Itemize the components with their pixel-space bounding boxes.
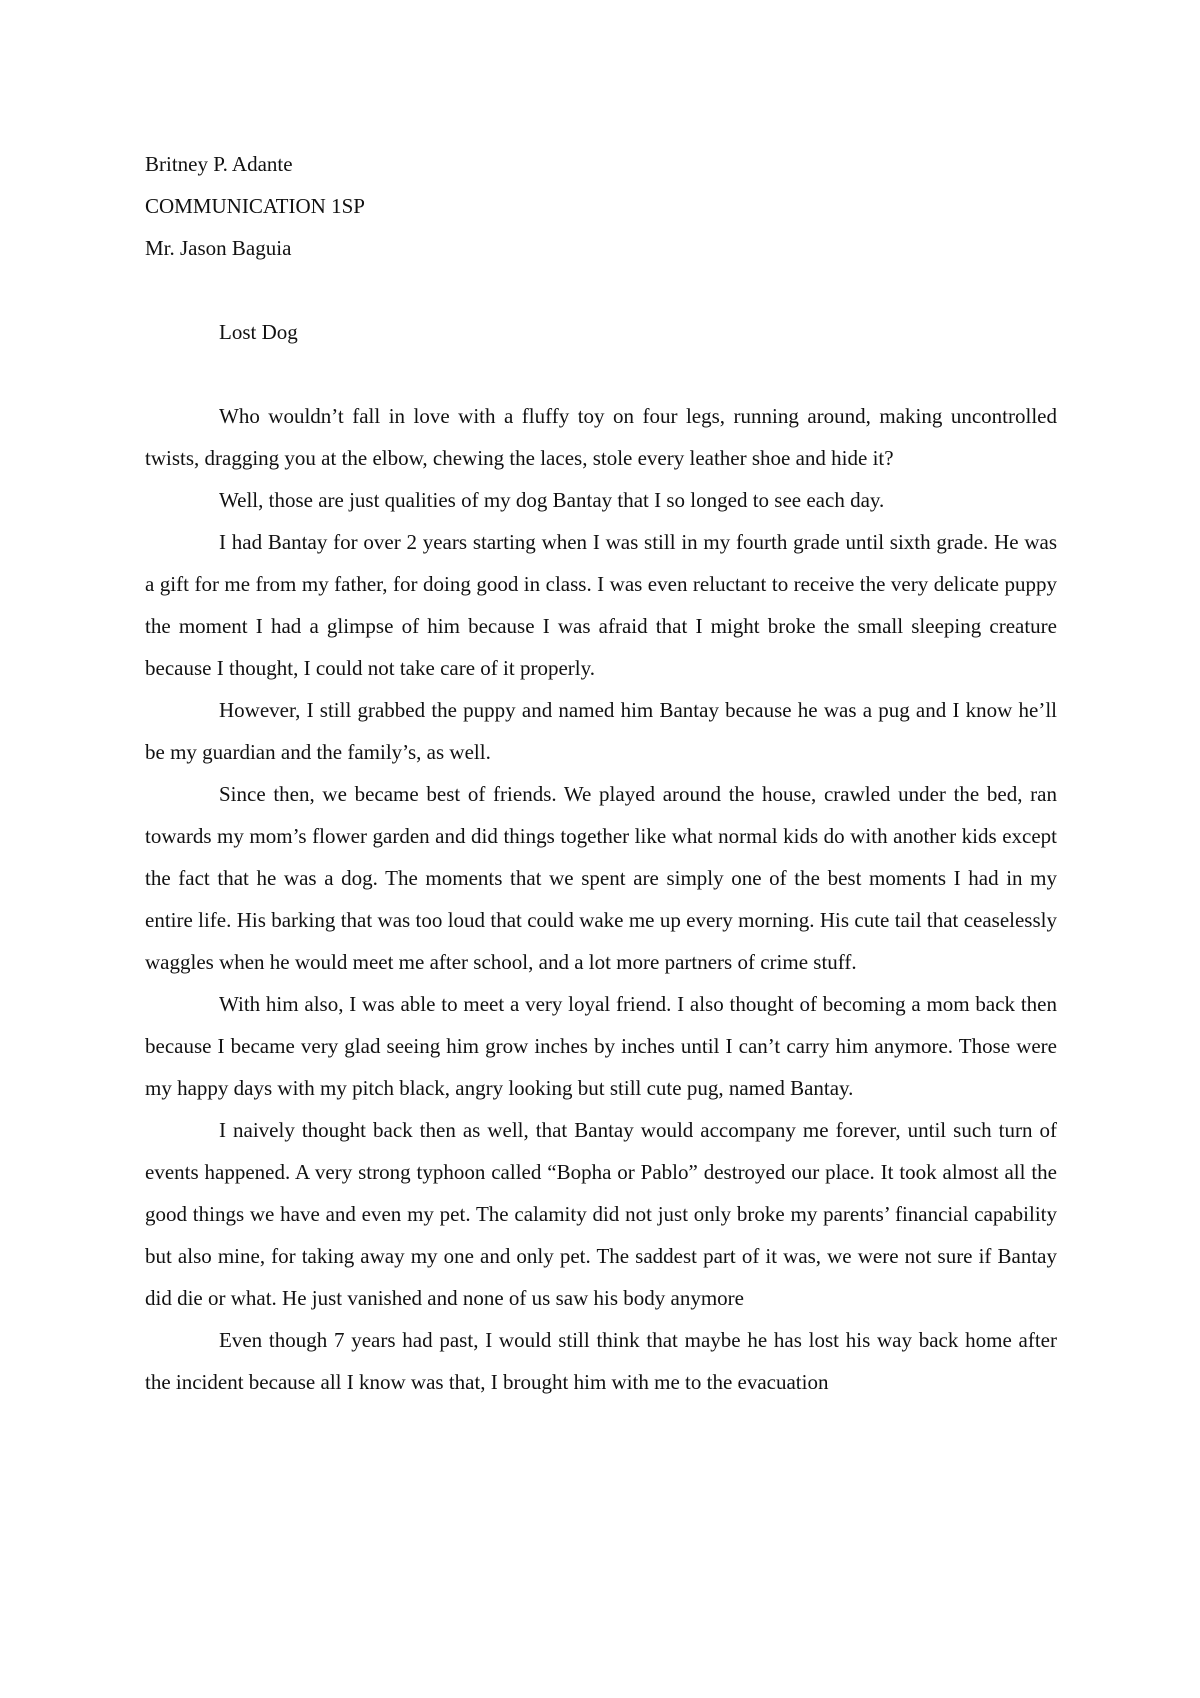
- title-spacer: [145, 353, 1057, 395]
- paragraph-8: Even though 7 years had past, I would still think that maybe he has lost his way back home after the incident because all I know was that, I brought him with me to the evacuation: [145, 1328, 1057, 1394]
- paragraph-2: Well, those are just qualities of my dog Bantay that I so longed to see each day.: [219, 488, 885, 512]
- paragraph-5: Since then, we became best of friends. We played around the house, crawled under the bed, ran towards my mom’s flower garden and did things together like what normal kids do with another kids except the fact that he was a dog. The moments that we spent are simply one of the best moments I had in my entire life. His barking that was too loud that could wake me up every morning. His cute tail that ceaselessly waggles when he would meet me after school, and a lot more partners of crime stuff.: [145, 782, 1057, 974]
- paragraph-3: I had Bantay for over 2 years starting when I was still in my fourth grade until sixth grade. He was a gift for me from my father, for doing good in class. I was even reluctant to receive the very delicate puppy the moment I had a glimpse of him because I was afraid that I might broke the small sleeping creature because I thought, I could not take care of it properly.: [145, 530, 1057, 680]
- paragraph-4: However, I still grabbed the puppy and named him Bantay because he was a pug and I know he’ll be my guardian and the family’s, as well.: [145, 698, 1057, 764]
- author-name: Britney P. Adante: [145, 152, 293, 176]
- essay-title: Lost Dog: [219, 320, 298, 344]
- document-body: [145, 143, 1057, 1403]
- course-name: COMMUNICATION 1SP: [145, 194, 365, 218]
- paragraph-6: With him also, I was able to meet a very loyal friend. I also thought of becoming a mom back then because I became very glad seeing him grow inches by inches until I can’t carry him anymore. Those were my happy days with my pitch black, angry looking but still cute pug, named Bantay.: [145, 992, 1057, 1100]
- paragraph-7: I naively thought back then as well, that Bantay would accompany me forever, until such turn of events happened. A very strong typhoon called “Bopha or Pablo” destroyed our place. It took almost all the good things we have and even my pet. The calamity did not just only broke my parents’ financial capability but also mine, for taking away my one and only pet. The saddest part of it was, we were not sure if Bantay did die or what. He just vanished and none of us saw his body anymore: [145, 1118, 1057, 1310]
- paragraph-1: Who wouldn’t fall in love with a fluffy toy on four legs, running around, making uncontrolled twists, dragging you at the elbow, chewing the laces, stole every leather shoe and hide it?: [145, 404, 1057, 470]
- instructor-name: Mr. Jason Baguia: [145, 236, 292, 260]
